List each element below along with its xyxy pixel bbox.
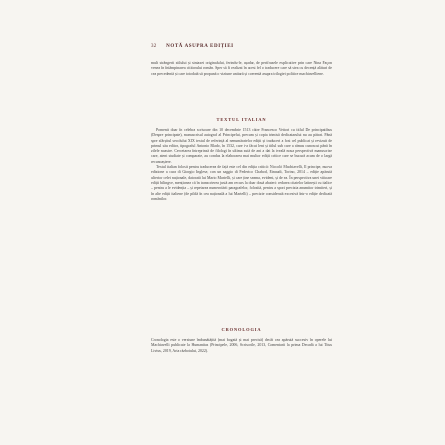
paragraph: mult strângerii stilului și sintaxei originalului, ferindu-le, așadar, de perifrazele explicative prin care Nina Façon venea în întâmpinarea cititorului român. Sper să fi realizat în acest fel o traducere care să stea cu decență alături de cea precedentă și care totodată să propună o viziune unitară și coerentă asupra trilogiei politice machiavelliene. <box>151 61 332 76</box>
running-header <box>151 44 234 49</box>
italian-text-section <box>151 128 332 202</box>
intro-paragraph-block <box>151 61 332 77</box>
running-title: NOTĂ ASUPRA EDIȚIEI <box>166 44 234 49</box>
paragraph: Cronologia este o versiune îmbunătățită (mai bogată și mai precisă) decât cea apărută succesiv în operele lui Machiavelli publicate la Humanitas (Principele, 2006, Scrisorile, 2013, Comentarii la prima Decadă a lui Titus Livius, 2019, Arta războiului, 2022). <box>151 338 332 353</box>
page-number: 32 <box>151 44 157 49</box>
paragraph: Pomenit doar în celebra scrisoare din 10 decembrie 1513 către Francesco Vettori cu titlul De principatibus (Despre principate), manuscrisul autograf al Principelui, precum și copia trimisă dedicatarului nu au pătrat. Până spre sfârșitul secolului XIX textul de referință al nenumăratelor ediții și traduceri a fost cel publicat și revizuit de primul său editor, tipograful Antonio Blado, în 1532, care i-a făcut lent și titlul sub care a rămas cunoscut până în zilele noastre. Cercetarea întreprinsă de filologi în ultima sută de ani a dat la iveală noua perspectivă manuscrise care, atent studiate și comparate, au condus la elaborarea mai multor ediții critice care se bucură acum de o largă recunoaștere. <box>151 128 332 164</box>
paragraph: Textul italian folosit pentru traducerea de față este cel din ediția critică: Niccolò Machiavelli, Il principe, nuova edizione a cura di Giorgio Inglese, con un saggio di Federico Chabod, Einaudi, Torino, 2014 – ediție apărută ulterior celei naționale, datorată lui Mario Martelli, și care ține seama, evident, și de ea. În perspectiva unei viitoare ediții bilingve, menționez că în transcrierea justă am recurs la doar două abateri: redarea citatelor latinești cu italice – pentru a le evidenția – și repetarea numerotării paragrafelor, folosită, pentru a spori precizia anumitor trimiteri, și în alte ediții italiene (de pildă în cea națională a lui Martelli) – precizie considerată excesivă într-o ediție dedicată românilor. <box>151 165 332 201</box>
section-title-chronology: CRONOLOGIA <box>221 327 262 332</box>
chronology-section <box>151 338 332 354</box>
section-title-italian-text: TEXTUL ITALIAN <box>216 117 267 122</box>
